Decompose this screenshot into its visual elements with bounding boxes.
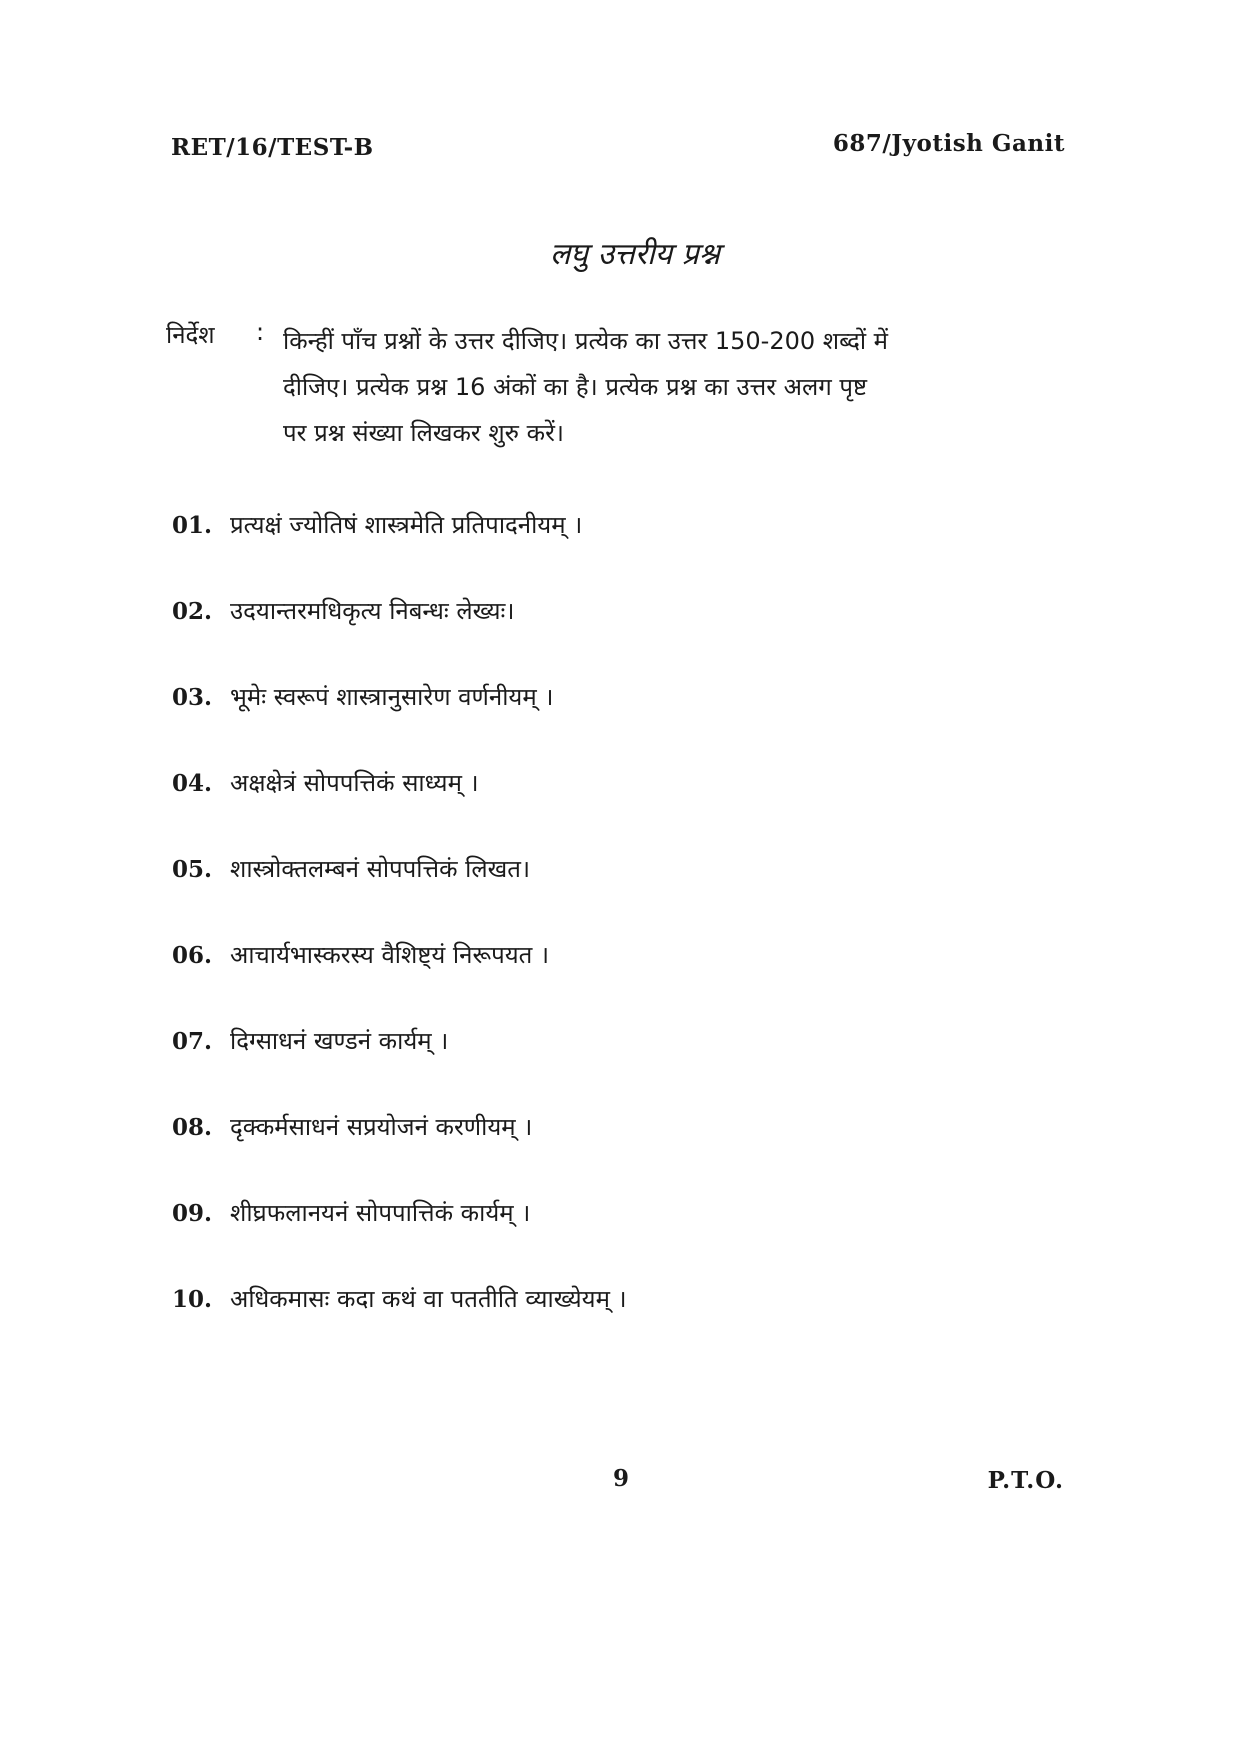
question-item <box>172 1196 530 1229</box>
question-number: 08. <box>172 1114 213 1141</box>
instructions-text <box>283 318 1073 456</box>
question-item <box>172 680 553 713</box>
question-number: 04. <box>172 770 213 797</box>
question-item <box>172 766 479 799</box>
question-item <box>172 1282 627 1315</box>
question-number: 03. <box>172 684 213 711</box>
instructions-line: दीजिए। प्रत्येक प्रश्न 16 अंकों का है। प्रत्येक प्रश्न का उत्तर अलग पृष्ट <box>283 373 868 401</box>
question-text: दृक्कर्मसाधनं सप्रयोजनं करणीयम् । <box>230 1113 533 1141</box>
question-text: आचार्यभास्करस्य वैशिष्ट्यं निरूपयत । <box>230 941 550 969</box>
question-item <box>172 938 549 971</box>
instructions-line: किन्हीं पाँच प्रश्नों के उत्तर दीजिए। प्रत्येक का उत्तर 150-200 शब्दों में <box>283 327 889 355</box>
question-item <box>172 508 582 541</box>
question-text: शीघ्रफलानयनं सोपपात्तिकं कार्यम् । <box>230 1199 531 1227</box>
question-item <box>172 594 515 627</box>
question-number: 01. <box>172 512 213 539</box>
question-number: 09. <box>172 1200 213 1227</box>
question-number: 07. <box>172 1028 213 1055</box>
question-item <box>172 1110 532 1143</box>
instructions-line: पर प्रश्न संख्या लिखकर शुरु करें। <box>283 419 564 447</box>
question-text: अक्षक्षेत्रं सोपपत्तिकं साध्यम् । <box>230 769 479 797</box>
subject-code: 687/Jyotish Ganit <box>832 130 1065 157</box>
question-text: भूमेः स्वरूपं शास्त्रानुसारेण वर्णनीयम् । <box>230 683 554 711</box>
question-number: 10. <box>172 1286 213 1313</box>
question-number: 06. <box>172 942 213 969</box>
paper-code: RET/16/TEST-B <box>171 134 374 161</box>
page-number: 9 <box>613 1465 630 1492</box>
question-item <box>172 1024 448 1057</box>
question-item <box>172 852 530 885</box>
instructions-colon: : <box>256 318 265 346</box>
question-text: अधिकमासः कदा कथं वा पततीति व्याख्येयम् । <box>230 1285 627 1313</box>
question-text: उदयान्तरमधिकृत्य निबन्धः लेख्यः। <box>230 597 515 625</box>
question-text: प्रत्यक्षं ज्योतिषं शास्त्रमेति प्रतिपादनीयम् । <box>230 511 583 539</box>
question-text: दिग्साधनं खण्डनं कार्यम् । <box>230 1027 449 1055</box>
question-number: 05. <box>172 856 213 883</box>
question-number: 02. <box>172 598 213 625</box>
section-title: लघु उत्तरीय प्रश्न <box>549 237 721 272</box>
question-text: शास्त्रोक्तलम्बनं सोपपत्तिकं लिखत। <box>230 855 531 883</box>
instructions-label: निर्देश <box>166 321 215 349</box>
please-turn-over: P.T.O. <box>987 1467 1064 1494</box>
